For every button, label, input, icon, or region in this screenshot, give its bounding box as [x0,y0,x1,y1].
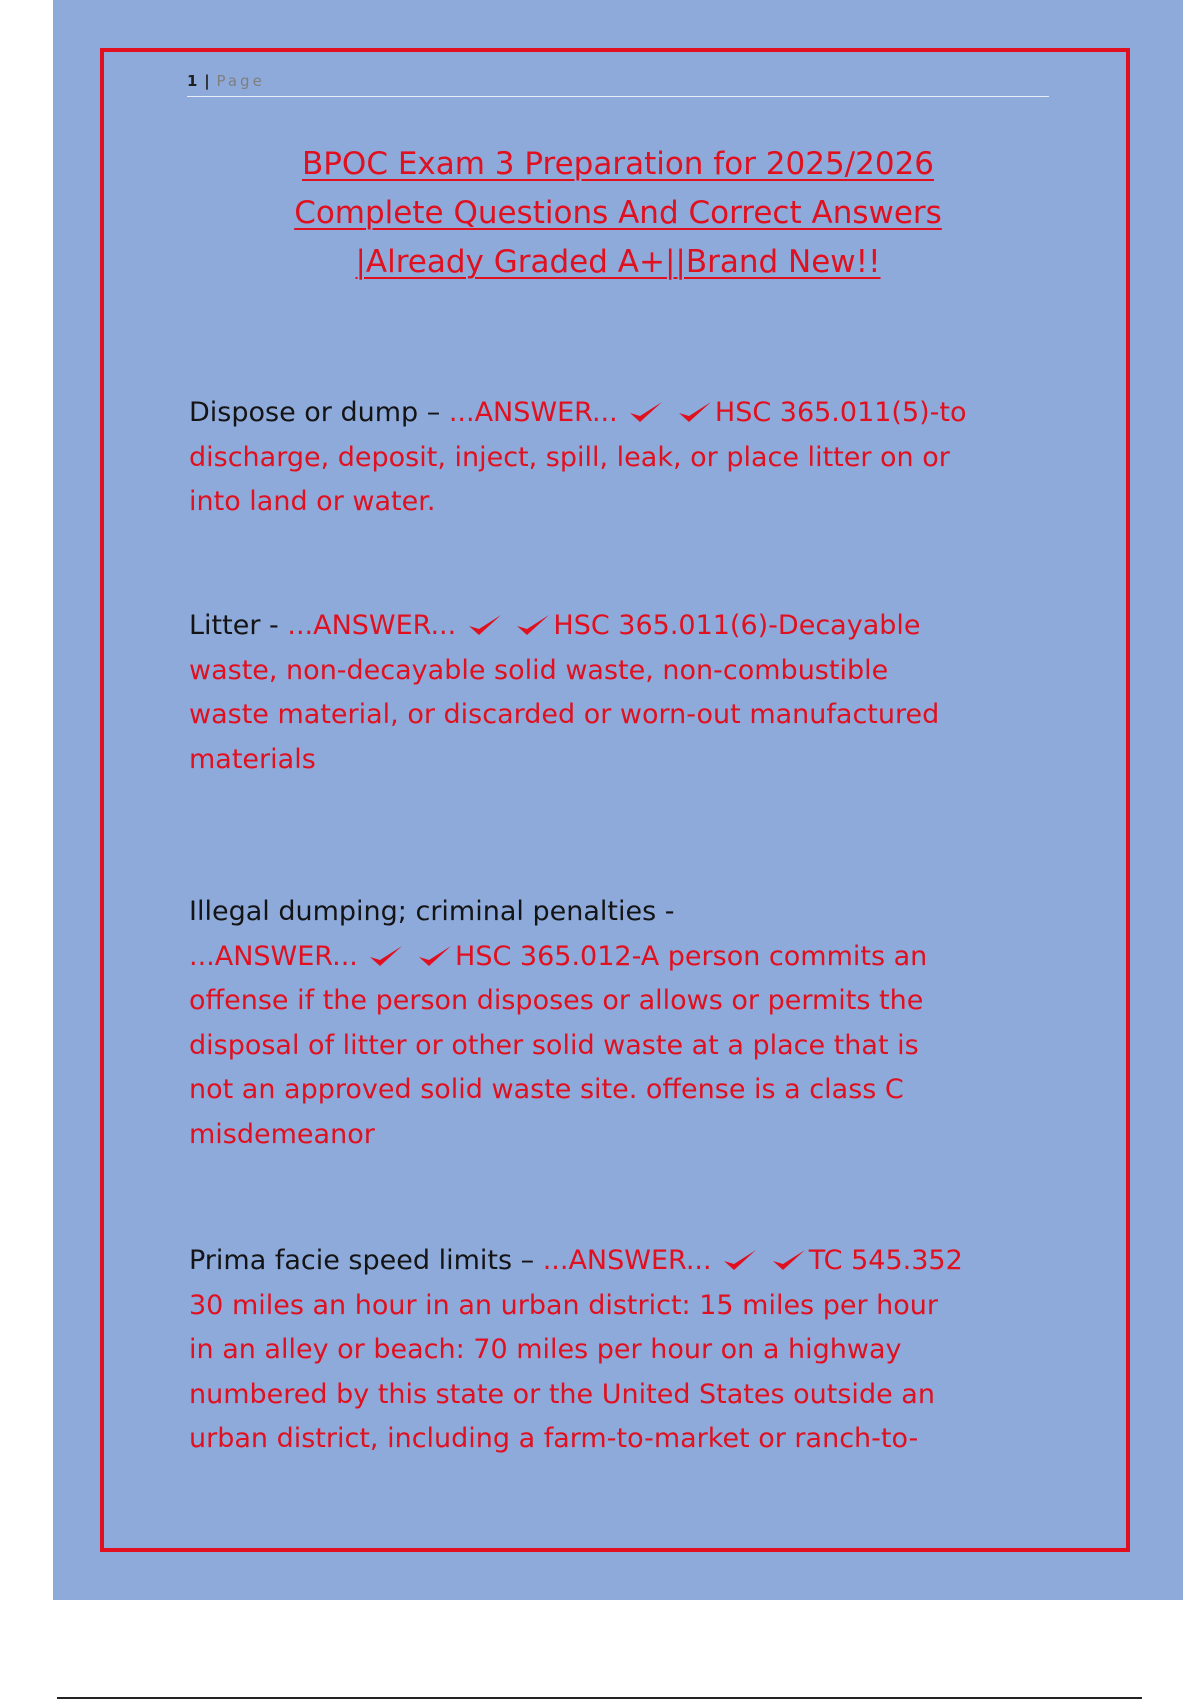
answer-marker: ...ANSWER... [287,610,457,641]
answer-text-line: 30 miles an hour in an urban district: 15 miles per hour [189,1289,938,1321]
answer-text-line: HSC 365.011(5)-to [714,397,967,428]
answer-text-line: into land or water. [189,486,436,517]
qa-entry [189,1239,1064,1462]
answer-text-line: waste material, or discarded or worn-out manufactured [189,699,940,730]
answer-text-line: discharge, deposit, inject, spill, leak, or place litter on or [189,441,950,473]
checkmark-icon [628,391,664,436]
answer-text-line: materials [189,743,316,775]
answer-text-line: disposal of litter or other solid waste at a place that is [189,1029,919,1061]
qa-entry [189,391,1064,525]
answer-marker: ...ANSWER... [189,940,358,972]
title-line-2: Complete Questions And Correct Answers [294,195,942,231]
qa-entry [189,890,1064,1157]
answer-text-line: urban district, including a farm-to-market or ranch-to- [189,1423,919,1454]
term-dash: - [656,896,675,927]
page-number: 1 [187,72,198,90]
checkmark-icon [467,604,503,649]
answer-text-line: TC 545.352 [808,1245,963,1276]
question-term: Prima facie speed limits [189,1245,513,1276]
question-term: Litter [189,610,261,641]
title-line-1: BPOC Exam 3 Preparation for 2025/2026 [301,146,935,182]
answer-text-line: HSC 365.012-A person commits an [455,940,928,972]
checkmark-icon [515,604,551,649]
title-line-3: |Already Graded A+||Brand New!! [355,244,881,280]
bottom-divider [57,1697,1142,1699]
question-term: Dispose or dump [189,397,419,428]
checkmark-icon [677,391,713,436]
page-label: Page [216,72,265,90]
answer-text-line: offense if the person disposes or allows or permits the [189,985,924,1016]
term-dash: - [260,610,288,641]
answer-text-line: waste, non-decayable solid waste, non-combustible [189,654,889,686]
document-title [187,140,1049,287]
answer-text-line: in an alley or beach: 70 miles per hour on a highway [189,1334,902,1365]
checkmark-icon [368,935,404,980]
answer-marker: ...ANSWER... [542,1245,712,1276]
checkmark-icon [771,1239,807,1284]
question-term: Illegal dumping; criminal penalties [189,896,657,927]
answer-text-line: numbered by this state or the United States outside an [189,1378,935,1410]
answer-text-line: HSC 365.011(6)-Decayable [553,610,921,641]
term-dash: – [512,1245,543,1276]
page-header [187,70,1049,97]
answer-marker: ...ANSWER... [448,397,618,428]
term-dash: – [418,397,449,428]
answer-text-line: not an approved solid waste site. offense is a class C [189,1074,904,1105]
answer-text-line: misdemeanor [189,1118,375,1150]
qa-entry [189,604,1064,782]
checkmark-icon [417,935,453,980]
page-header-separator: | [204,72,210,90]
checkmark-icon [722,1239,758,1284]
